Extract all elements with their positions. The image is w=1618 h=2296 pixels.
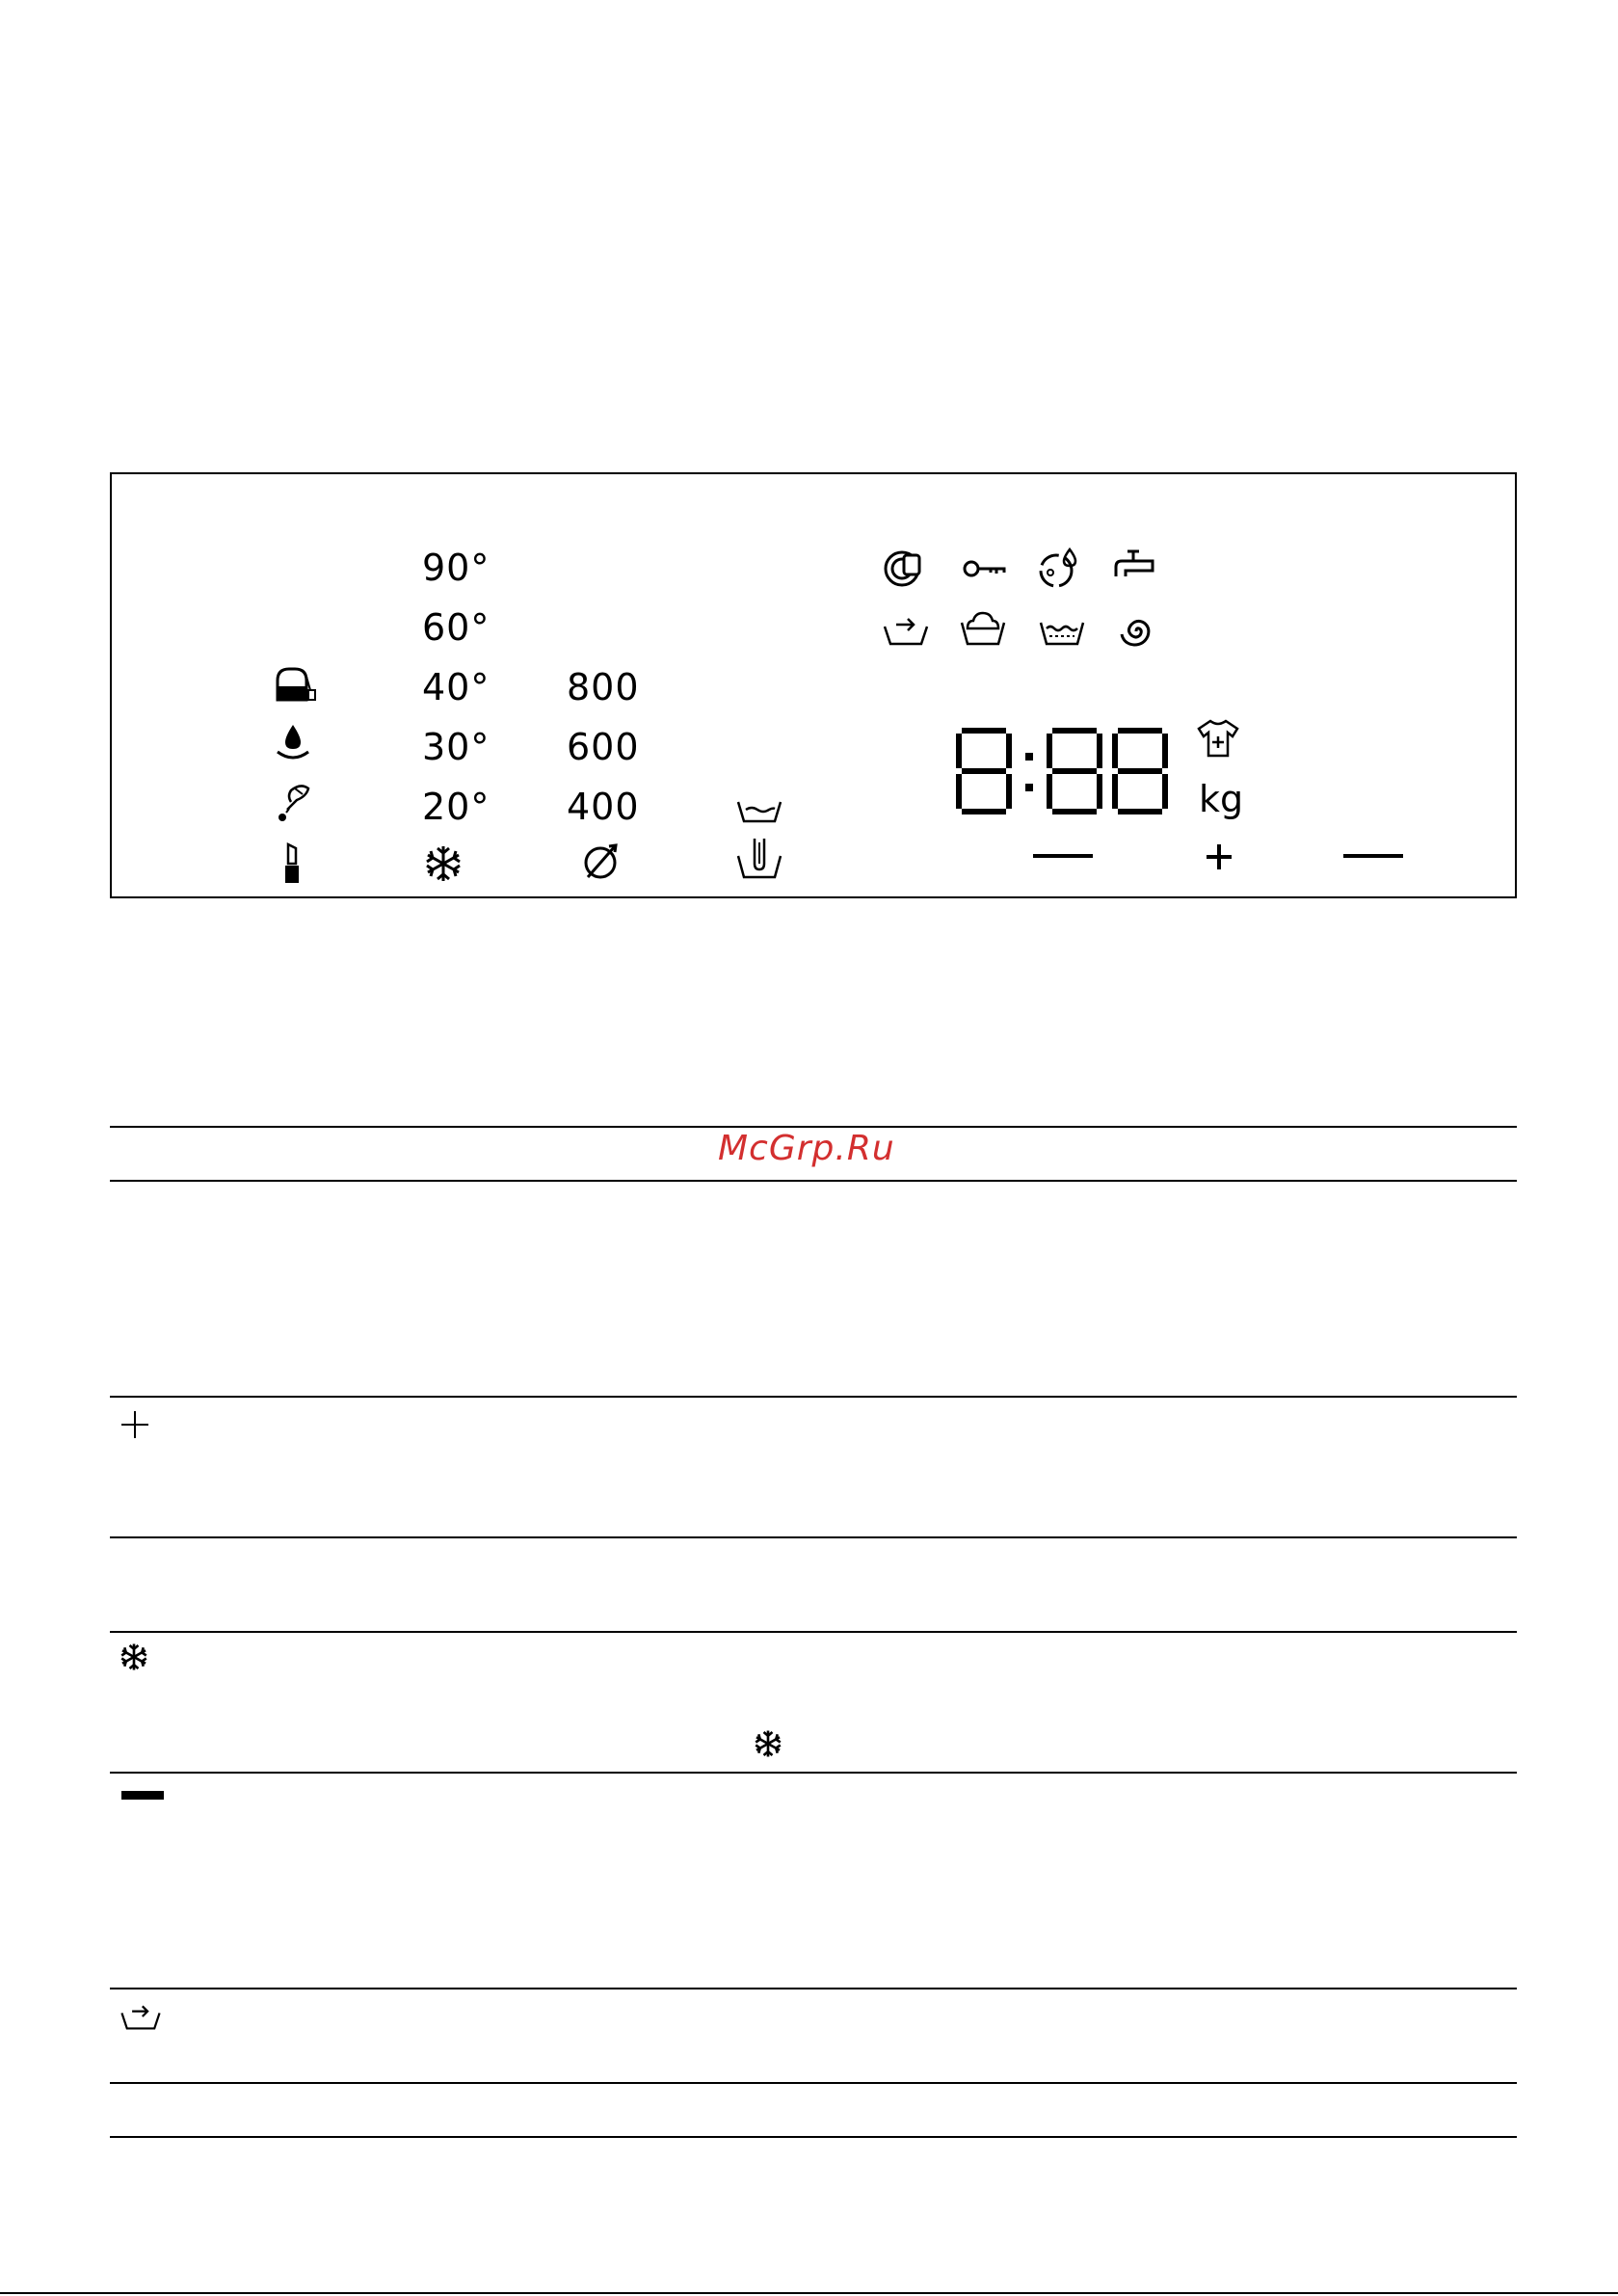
stain-drop-icon <box>274 723 312 765</box>
child-lock-icon <box>883 547 925 590</box>
watermark: McGrp.Ru <box>718 1129 895 1168</box>
stain-drum-icon <box>1037 546 1081 590</box>
prewash-icon <box>883 613 929 648</box>
tap-icon <box>1114 547 1154 588</box>
wash-basin-icon <box>736 798 782 825</box>
temp-90[interactable]: 90° <box>422 547 491 589</box>
pre-wash-container-icon <box>274 663 320 704</box>
kg-label: kg <box>1199 778 1244 820</box>
temp-30[interactable]: 30° <box>422 726 491 768</box>
table-rule <box>110 2082 1517 2084</box>
temp-40[interactable]: 40° <box>422 666 491 708</box>
rinse-icon <box>1039 619 1085 648</box>
table-rule <box>110 2136 1517 2138</box>
key-icon <box>962 557 1006 580</box>
snowflake-icon <box>119 1642 148 1671</box>
wash-icon <box>960 609 1006 648</box>
prewash-icon-row <box>119 2001 162 2032</box>
rinse-hold-icon[interactable] <box>736 837 782 881</box>
no-spin-icon[interactable] <box>580 842 621 883</box>
minus-button-right[interactable] <box>1343 854 1403 858</box>
plus-icon <box>119 1409 150 1440</box>
lipstick-stain-icon <box>281 842 303 885</box>
temp-20[interactable]: 20° <box>422 786 491 828</box>
table-rule <box>110 1631 1517 1633</box>
table-rule <box>110 1772 1517 1774</box>
cold-snowflake-icon[interactable] <box>424 844 463 883</box>
table-rule <box>110 1988 1517 1989</box>
spin-icon <box>1118 613 1154 650</box>
page-bottom-edge <box>0 2290 1618 2296</box>
shirt-plus-icon <box>1197 719 1239 758</box>
table-rule <box>110 1536 1517 1538</box>
minus-button-left[interactable] <box>1033 854 1093 858</box>
snowflake-icon-inline <box>754 1729 782 1758</box>
minus-bar-icon <box>121 1791 164 1800</box>
time-display <box>956 728 1168 816</box>
control-panel-diagram <box>110 472 1517 898</box>
speed-600[interactable]: 600 <box>567 726 640 768</box>
temp-60[interactable]: 60° <box>422 606 491 649</box>
plus-button[interactable] <box>1205 842 1233 871</box>
table-rule <box>110 1126 1517 1128</box>
speed-400[interactable]: 400 <box>567 786 640 828</box>
table-rule <box>110 1180 1517 1182</box>
speed-800[interactable]: 800 <box>567 666 640 708</box>
table-rule <box>110 1396 1517 1398</box>
stain-spray-icon <box>274 781 314 825</box>
